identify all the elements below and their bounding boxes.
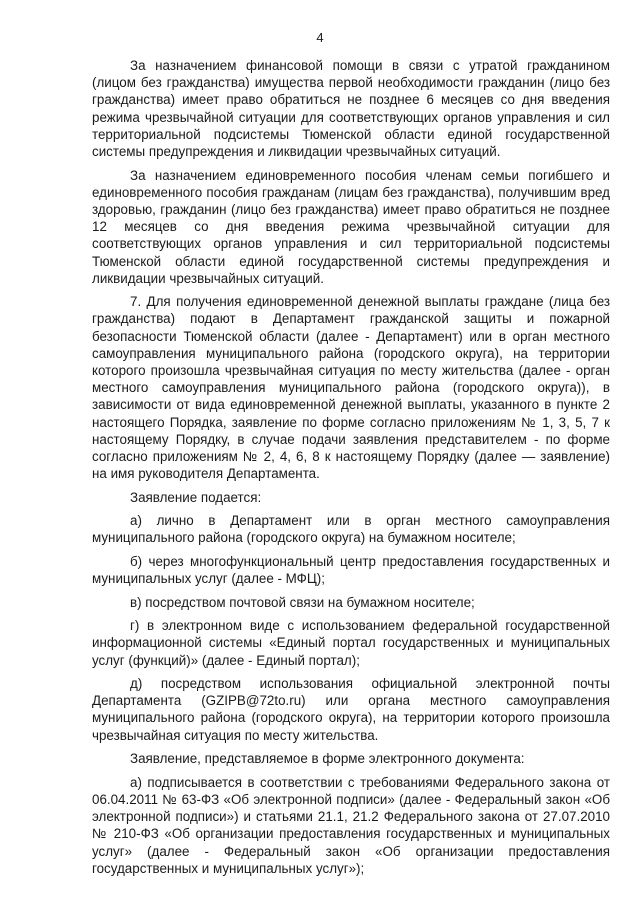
paragraph-electronic-intro: Заявление, представляемое в форме электронного документа: <box>130 751 525 767</box>
paragraph-electronic-signature: а) подписывается в соответствии с требованиями Федерального закона от 06.04.2011 № 63-ФЗ «Об электронной подписи» (далее - Федеральный закон «Об электронной подписи») и статьями 21.1, 21.2 Федерального закона от 27.07.2010 № 210-ФЗ «Об организации предоставления государственных и муниципальных услуг» (далее - Федеральный закон «Об организации предоставления государственных и муниципальных услуг»); <box>92 774 610 876</box>
paragraph-submission-intro: Заявление подается: <box>130 489 262 505</box>
paragraph-submission-in-person: а) лично в Департамент или в орган местного самоуправления муниципального района (городского округа) на бумажном носителе; <box>92 513 610 546</box>
paragraph-financial-aid-deadline: За назначением финансовой помощи в связи с утратой гражданином (лицом без гражданства) имущества первой необходимости гражданин (лицо без гражданства) имеет право обратиться не позднее 6 месяцев со дня введения режима чрезвычайной ситуации для соответствующих органов управления и сил территориальной подсистемы Тюменской области единой государственной системы предупреждения и ликвидации чрезвычайных ситуаций. <box>92 58 610 160</box>
paragraph-lump-sum-deadline: За назначением единовременного пособия членам семьи погибшего и единовременного пособия гражданам (лицам без гражданства), получившим вред здоровью, гражданин (лицо без гражданства) имеет право обратиться не позднее 12 месяцев со дня введения режима чрезвычайной ситуации для соответствующих органов управления и сил территориальной подсистемы Тюменской области единой государственной системы предупреждения и ликвидации чрезвычайных ситуаций. <box>92 167 610 286</box>
paragraph-submission-post: в) посредством почтовой связи на бумажном носителе; <box>130 594 475 610</box>
paragraph-submission-portal: г) в электронном виде с использованием федеральной государственной информационной системы «Единый портал государственных и муниципальных услуг (функций)» (далее - Единый портал); <box>92 618 610 668</box>
paragraph-submission-mfc: б) через многофункциональный центр предоставления государственных и муниципальных услуг (далее - МФЦ); <box>92 553 610 587</box>
paragraph-clause-7: 7. Для получения единовременной денежной выплаты граждане (лица без гражданства) подают в Департамент гражданской защиты и пожарной безопасности Тюменской области (далее - Департамент) или в орган местного самоуправления муниципального района (городского округа), на территории которого произошла чрезвычайная ситуация по месту жительства (далее - орган местного самоуправления муниципального района (городского округа)), в зависимости от вида единовременной денежной выплаты, указанного в пункте 2 настоящего Порядка, заявление по форме согласно приложениям № 1, 3, 5, 7 к настоящему Порядку, в случае подачи заявления представителем - по форме согласно приложениям № 2, 4, 6, 8 к настоящему Порядку (далее — заявление) на имя руководителя Департамента. <box>92 294 610 482</box>
document-body <box>92 57 610 877</box>
paragraph-submission-email: д) посредством использования официальной электронной почты Департамента (GZIPB@72to.ru) или органа местного самоуправления муниципального района (городского округа), на территории которого произошла чрезвычайная ситуация по месту жительства. <box>92 676 610 743</box>
page-number: 4 <box>316 30 324 45</box>
